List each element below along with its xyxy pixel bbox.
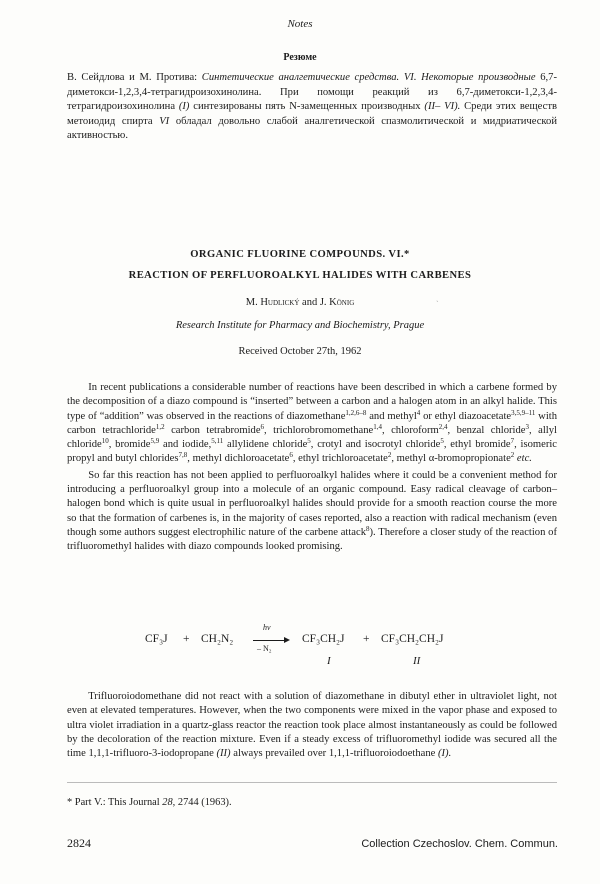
- speck-mark: ˎ: [436, 293, 439, 302]
- author-conjunction: and: [302, 297, 318, 308]
- article-authors: [0, 297, 600, 308]
- resume-text-3: Среди этих веществ метоиодид спирта: [67, 101, 557, 127]
- received-date: Received October 27th, 1962: [238, 346, 362, 357]
- running-head: Notes: [287, 18, 313, 30]
- product-2: CF₃CH₂CH₂J: [381, 633, 444, 645]
- reactant-2: CH₂N₂: [201, 633, 234, 645]
- resume-ref-range: (II– VI).: [424, 101, 461, 112]
- plus-sign-1: +: [183, 633, 190, 645]
- journal-name: Collection Czechoslov. Chem. Commun.: [361, 838, 558, 850]
- author-1: M. Hudlický: [245, 297, 300, 308]
- arrow-label-above: hν: [263, 623, 271, 632]
- compound-label-i: I: [327, 655, 331, 667]
- compound-label-ii: II: [413, 655, 421, 667]
- resume-text-4: обладал довольно слабой аналгетической спазмолитической и мидриатической активностью.: [67, 115, 557, 141]
- resume-compound: 6,7-диметокси-1,2,3,4-тетрагидроизохинолина.: [67, 72, 558, 98]
- article-body: [67, 381, 557, 555]
- footnote-text: * Part V.: This Journal: [67, 797, 160, 808]
- footnote-volume: 28,: [162, 797, 176, 808]
- resume-text-2: синтезированы пять N-замещенных производных: [193, 101, 421, 112]
- resume-title: Резюме: [283, 52, 317, 63]
- resume-authors: В. Сейдлова и М. Протива:: [67, 72, 198, 83]
- resume-ref-vi: VI: [159, 115, 170, 127]
- author-2: J. König: [319, 297, 355, 308]
- product-1: CF₃CH₂J: [302, 633, 345, 645]
- paragraph-1: In recent publications a considerable number of reactions have been described in which a carbene formed by the decomposition of a diazo compound is “inserted” between a carbon and a halogen atom in an alkyl halide. This type of “addition” was observed in the reactions of diazomethane$^{1,2,6-8}$ and methyl$^4$ or ethyl diazoacetate$^{3,5,9-11}$ with carbon tetrachloride$^{1,2}$ carbon tetrabromide$^6$, trichlorobromomethane$^{1,4}$, chloroform$^{2,4}$, benzal chloride$^3$, allyl chloride$^{10}$, bromide$^{5,9}$ and iodide,$^{5,11}$ allylidene chloride$^5$, crotyl and isocrotyl chloride$^5$, ethyl bromide$^7$, isomeric propyl and butyl chlorides$^{7,8}$, methyl dichloroacetate$^6$, ethyl trichloroacetate$^2$, methyl α-bromopropionate$^2$ etc.: [67, 382, 558, 465]
- paragraph-2: So far this reaction has not been applied to perfluoroalkyl halides where it could be a convenient method for introducing a perfluoroalkyl group into a molecule of an organic compound. Easy radical cleavage of carbon–halogen bond which is quite usual in perfluoroalkyl halides should provide for a smooth reaction course the more so that the formation of carbenes is, in the majority of cases reported, also a reaction with radical mechanism (even though some authors suggest electrophilic nature of the carbene attack$^8$). Therefore a closer study of the reaction of trifluoromethyl halides with diazo compounds looked promising.: [67, 469, 557, 553]
- resume-ref-i: (I): [178, 101, 190, 112]
- resume-abstract: [67, 71, 557, 144]
- affiliation: Research Institute for Pharmacy and Biochemistry, Prague: [175, 320, 425, 331]
- article-title-line-2: REACTION OF PERFLUOROALKYL HALIDES WITH CARBENES: [128, 270, 472, 281]
- article-title-line-1: ORGANIC FLUORINE COMPOUNDS. VI.*: [190, 249, 410, 260]
- reaction-arrowhead: [284, 637, 290, 643]
- page-number: 2824: [67, 836, 91, 850]
- reaction-equation: [145, 625, 475, 673]
- footnote-divider: [67, 782, 557, 783]
- plus-sign-2: +: [363, 633, 370, 645]
- arrow-label-below: – N₂: [257, 644, 272, 653]
- reaction-arrow: [253, 640, 285, 641]
- paragraph-3-text-2: always prevailed over 1,1,1-trifluoroiodoethane: [233, 748, 436, 760]
- ref-compound-i: (I).: [438, 748, 452, 760]
- paragraph-3-text-1: Trifluoroiodomethane did not react with a solution of diazomethane in dibutyl ether in ultraviolet light, not even at elevated temperatures. However, when the two components were mixed in the vapor phase and exposed to ultra violet irradiation in a quartz-glass reactor the reaction took place almost instantaneously as could be followed by the decoloration of the reaction mixture. Even if a steady excess of trifluoromethyl iodide was secured all the time 1,1,1-trifluoro-3-iodopropane: [67, 691, 557, 760]
- resume-text-1: При помощи реакций из 6,7-диметокси-1,2,3,4-тетрагидроизохинолина: [67, 86, 557, 112]
- paragraph-3: [67, 690, 557, 761]
- footnote: [67, 797, 232, 808]
- footnote-pages: 2744 (1963).: [177, 797, 232, 808]
- ref-compound-ii: (II): [216, 748, 231, 760]
- resume-article-title: Синтетические аналгетические средства. VI. Некоторые производные: [201, 72, 536, 83]
- reactant-1: CF₃J: [145, 633, 168, 645]
